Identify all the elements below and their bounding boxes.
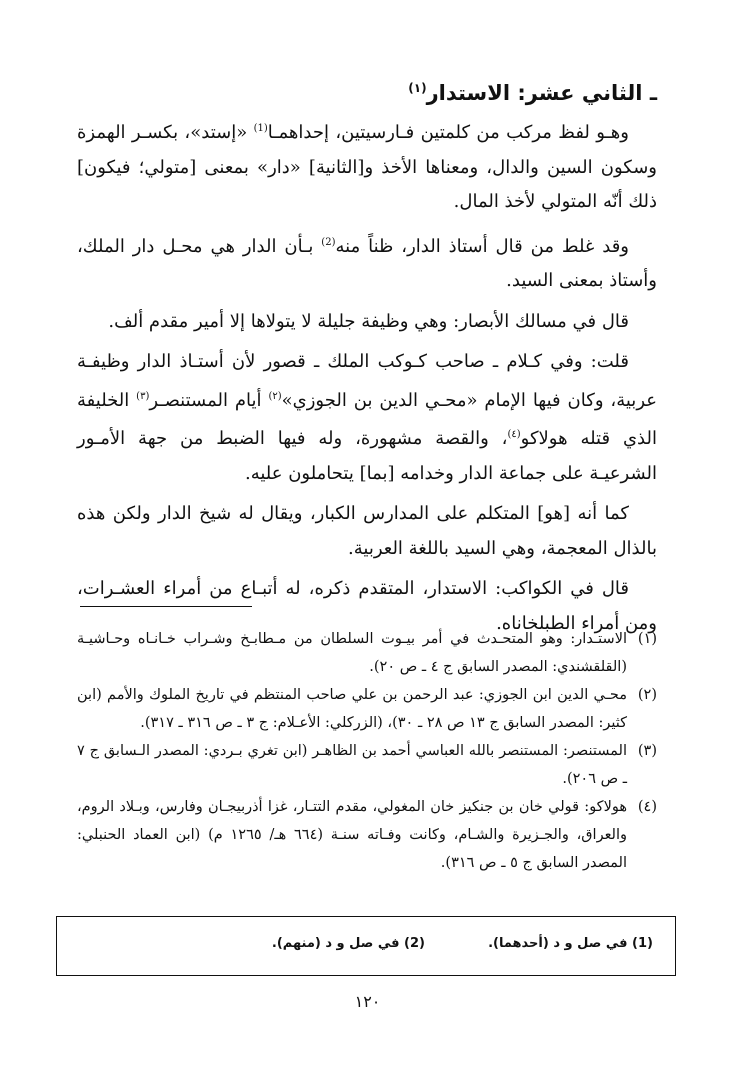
paragraph-text: قال في مسالك الأبصار: وهي وظيفة جليلة لا يتولاها إلا أمير مقدم ألف.	[108, 310, 629, 332]
variant-number: (1)	[632, 936, 653, 951]
footnote-number: (١)	[637, 631, 657, 647]
note-ref: (٣)	[136, 390, 150, 402]
paragraph-text: قال في الكواكب: الاستدار، المتقدم ذكره، له أتبـاع من أمراء العشـرات، ومن أمراء الطبلخاناه.	[77, 578, 657, 634]
paragraph-text: ، والقصة مشهورة، وله فيها الضبط من جهة الأمـور الشرعيـة على جماعة الدار وخدامه [بما] يتحاملون عليه.	[77, 428, 657, 484]
footnote	[77, 793, 657, 877]
paragraph	[77, 345, 657, 491]
paragraph-text: الخليفة الذي قتله هولاكو	[77, 389, 657, 449]
footnote-number: (٤)	[637, 799, 657, 815]
variant-note	[272, 936, 425, 951]
variant-number: (2)	[404, 936, 425, 951]
footnote-text: هولاكو: قولي خان بن جنكيز خان المغولي، مقدم التتـار، غزا أذربيجـان وفارس، وبـلاد الروم، والعراق، والجـزيرة والشـام، وكانت وفـاته سنـة (٦٦٤ هـ/ ١٢٦٥ م) (ابن العماد الحنبلي: المصدر السابق ج ٥ ـ ص ٣١٦).	[77, 799, 628, 871]
footnote-number: (٢)	[637, 687, 657, 703]
paragraph-text: أيام المستنصـر	[149, 389, 269, 411]
body-text	[77, 112, 657, 647]
section-heading	[77, 70, 657, 111]
note-ref: (٤)	[507, 429, 521, 440]
footnote	[77, 737, 657, 793]
paragraph	[77, 226, 657, 299]
page-number: ١٢٠	[354, 992, 381, 1011]
note-ref: (٢)	[268, 390, 282, 402]
paragraph-text: بـأن الدار هي محـل دار الملك، وأستاذ بمعنى السيد.	[77, 235, 657, 291]
manuscript-variants-box	[56, 916, 676, 976]
footnote-text: محـي الدين ابن الجوزي: عبد الرحمن بن علي صاحب المنتظم في تاريخ الملوك والأمم (ابن كثير: المصدر السابق ج ١٣ ص ٢٨ ـ ٣٠)، (الزركلي: الأعـلام: ج ٣ ـ ص ٣١٦ ـ ٣١٧).	[77, 687, 627, 731]
variant-text: في صل و د (منهم).	[271, 936, 400, 951]
footnote-text: الاستـدار: وهو المتحـدث في أمر بيـوت السلطان من مـطابـخ وشـراب خـانـاه وحـاشيـة (القلقشندي: المصدر السابق ج ٤ ـ ص ٢٠).	[77, 631, 627, 675]
footnote-number: (٣)	[637, 743, 657, 759]
variant-text: في صل و د (أحدهما).	[488, 936, 628, 951]
paragraph-text: «إستد»، بكسـر الهمزة وسكون السين والدال، ومعناها الأخذ و[الثانية] «دار» بمعنى [متولي؛ فيكون] ذلك أنّه المتولي لأخذ المال.	[77, 122, 657, 212]
paragraph	[77, 305, 657, 340]
paragraph-text: وهـو لفظ مركب من كلمتين فـارسيتين، إحداهمـا	[267, 122, 629, 143]
paragraph-text: وقد غلط من قال أستاذ الدار، ظناً منه	[335, 235, 629, 257]
footnotes	[77, 625, 657, 877]
paragraph-text: قلت: وفي كـلام ـ صاحب كـوكب الملك ـ قصور لأن أستـاذ الدار وظيفـة عربية، وكان فيها الإمام «محـي الدين بن الجوزي»	[77, 351, 657, 411]
footnote	[77, 625, 657, 681]
note-ref: (2)	[321, 236, 336, 248]
paragraph-text: كما أنه [هو] المتكلم على المدارس الكبار، ويقال له شيخ الدار ولكن هذه بالذال المعجمة، وهي السيد باللغة العربية.	[77, 503, 657, 559]
heading-note-ref: (١)	[408, 81, 427, 95]
heading-text: ـ الثاني عشر: الاستدار	[426, 81, 657, 105]
variant-note	[488, 936, 653, 951]
paragraph	[77, 497, 657, 566]
note-ref: (1)	[253, 123, 268, 134]
footnote	[77, 681, 657, 737]
footnote-text: المستنصر: المستنصر بالله العباسي أحمد بن الظاهـر (ابن تغري بـردي: المصدر الـسابق ج ٧ ـ ص ٢٠٦).	[77, 743, 627, 787]
footnote-separator	[80, 606, 252, 607]
paragraph	[77, 112, 657, 220]
